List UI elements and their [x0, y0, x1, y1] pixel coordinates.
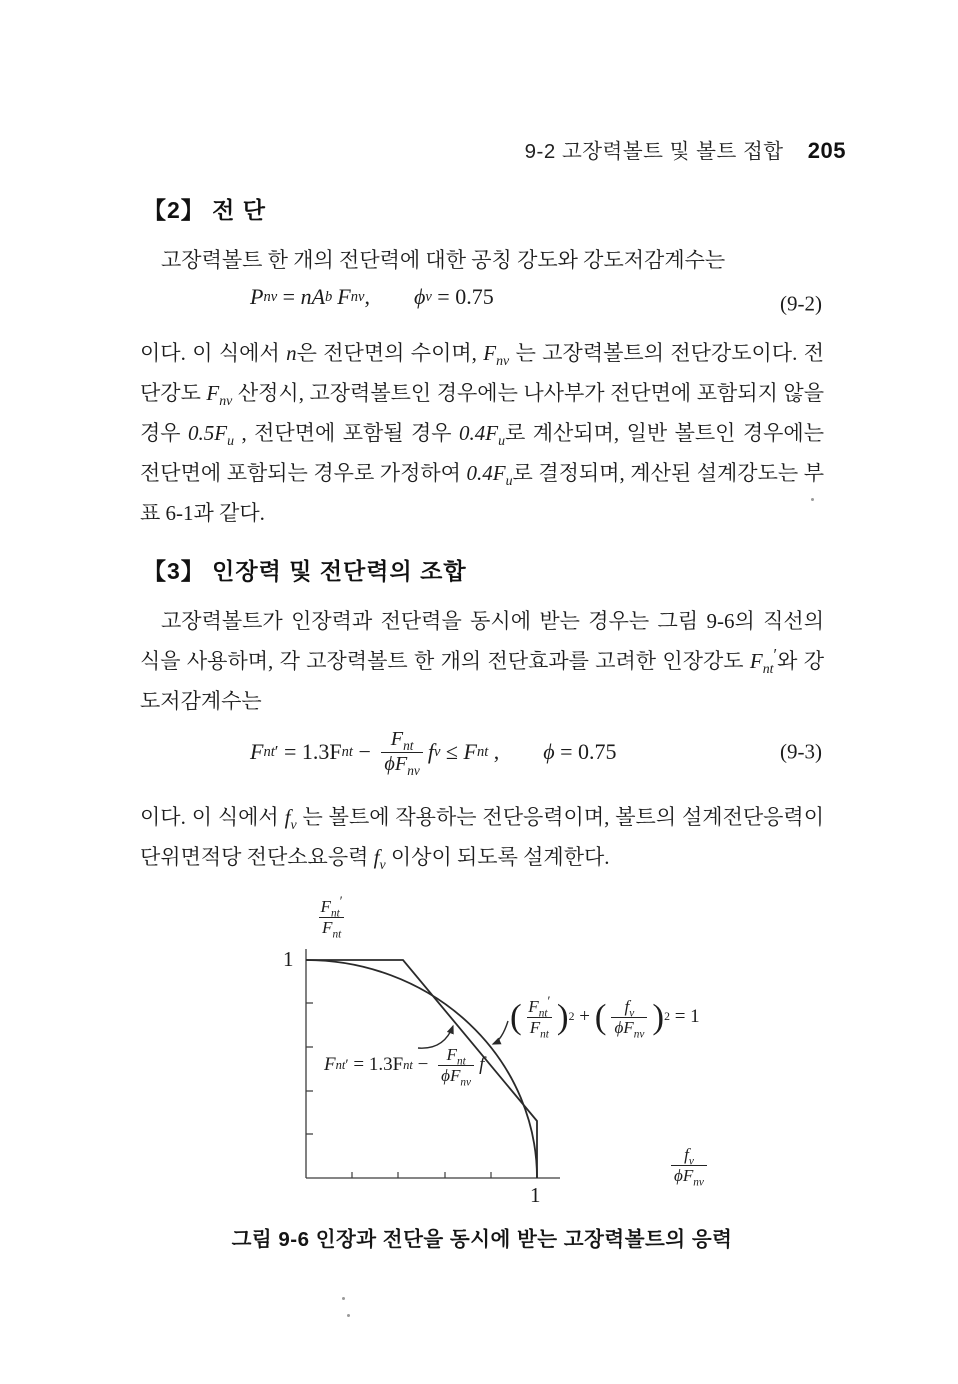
equation-9-3-body: F nt ′ = 1.3F nt − $\frac{F_{nt}}{\phi F_{nv}}$ f v ≤ F nt , ϕ = 0.75 [250, 728, 617, 778]
figure-caption: 그림 9-6 인장과 전단을 동시에 받는 고장력볼트의 응력 [231, 1228, 733, 1251]
section-3-heading: 【3】 인장력 및 전단력의 조합 [143, 558, 467, 584]
x-axis-one-label: 1 [530, 1183, 541, 1207]
section-2-intro: 고장력볼트 한 개의 전단력에 대한 공칭 강도와 강도저감계수는 [161, 248, 726, 272]
x-axis-label: $\frac{f_v}{\phi F_{nv}}$ [666, 1145, 712, 1185]
equation-9-3-fraction: $\frac{F_{nt}}{\phi F_{nv}}$ [381, 728, 422, 776]
x-axis-ticks [352, 1172, 491, 1178]
section-2-paragraph: 이다. 이 식에서 n은 전단면의 수이며, $F_{nv}$ 는 고장력볼트의 전단강도이다. 전단강도 $F_{nv}$ 산정시, 고장력볼트인 경우에는 나사부가 전단면에 포함되지 않을 경우 $0.5F_u$ , 전단면에 포함될 경우 $0.4F_u$로 계산되며, 일반 볼트인 경우에는 전단면에 포함되는 경우로 가정하여 $0.4F_u$로 결정되며, 계산된 설계강도는 부표 6-1과 같다. [140, 341, 825, 525]
circle-equation-label: ( $\frac{F_{nt}'}{F_{nt}}$ ) 2 + ( $\frac{f_v}{\phi F_{nv}}$ ) 2 = 1 [510, 993, 700, 1041]
y-axis-label: $\frac{F_{nt}'}{F_{nt}}$ [320, 893, 343, 941]
scan-speck [347, 1314, 350, 1317]
y-axis-ticks [306, 1003, 313, 1134]
line-equation-label: F nt ′ = 1.3F nt − $\frac{F_{nt}}{\phi F_{nv}}$ f [324, 1045, 485, 1089]
equation-9-3 [140, 714, 824, 790]
page-number: 205 [807, 138, 846, 163]
section-3-paragraph: 이다. 이 식에서 $f_v$ 는 볼트에 작용하는 전단응력이며, 볼트의 설계전단응력이 단위면적당 전단소요응력 $f_v$ 이상이 되도록 설계한다. [140, 805, 824, 873]
scan-speck [342, 1297, 345, 1300]
equation-9-2-number: (9-2) [780, 291, 822, 316]
equation-9-2-body: P nv = nA b F nv , ϕ v = 0.75 [250, 284, 494, 309]
running-head-title: 9-2 고장력볼트 및 볼트 접합 [524, 140, 784, 163]
equation-9-2 [140, 284, 824, 324]
equation-9-3-number: (9-3) [780, 739, 822, 764]
section-2-heading: 【2】 전 단 [143, 197, 267, 223]
section-3-intro: 고장력볼트가 인장력과 전단력을 동시에 받는 경우는 그림 9-6의 직선의 식을 사용하며, 각 고장력볼트 한 개의 전단효과를 고려한 인장강도 $F_{nt}'$와 강도저감계수는 [140, 609, 824, 713]
scan-speck [811, 498, 814, 501]
circle-label-arrow [493, 1021, 508, 1044]
running-head [525, 134, 846, 164]
figure-9-6 [268, 893, 748, 1223]
y-axis-one-label: 1 [283, 947, 294, 971]
